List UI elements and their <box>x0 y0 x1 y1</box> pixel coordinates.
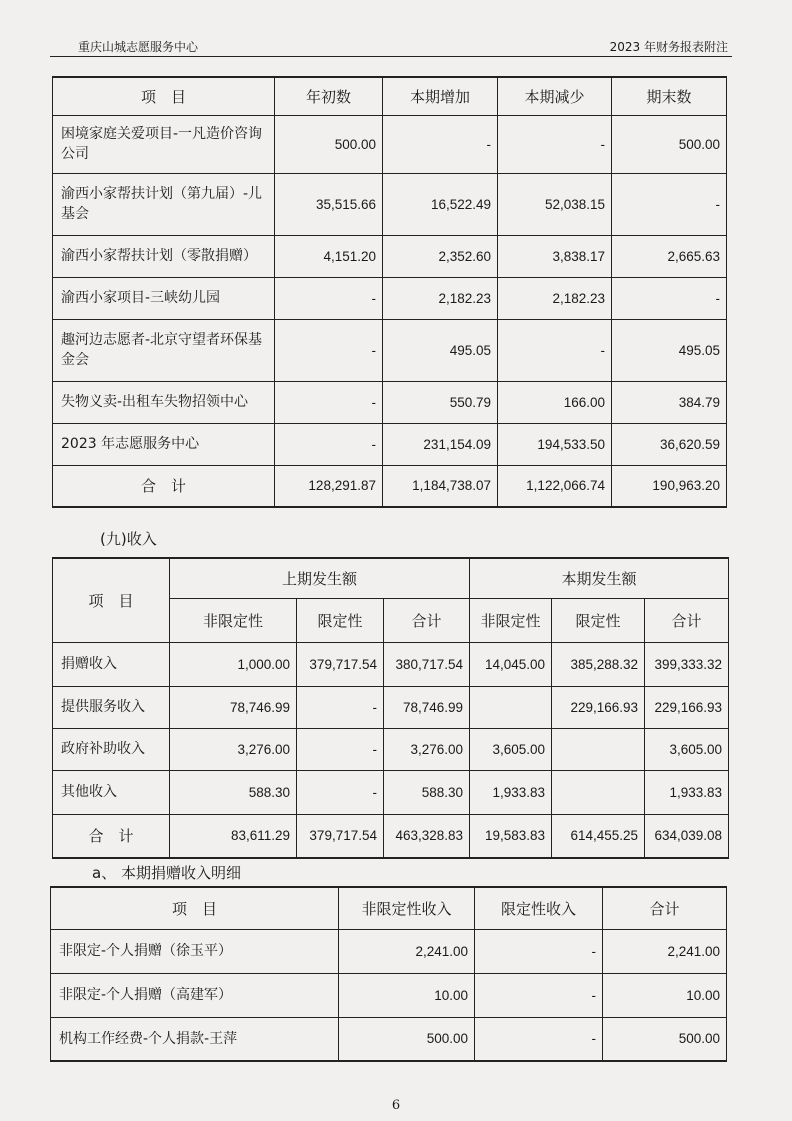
table-row <box>53 686 729 728</box>
cell-value: 78,746.99 <box>384 686 470 728</box>
row-label: 机构工作经费-个人捐款-王萍 <box>51 1017 339 1061</box>
col-header-total: 合计 <box>645 598 729 642</box>
cell-value <box>552 728 645 770</box>
cell-value: 550.79 <box>383 381 498 423</box>
income-table <box>52 557 729 859</box>
cell-value: - <box>612 173 727 235</box>
col-header-item: 项 目 <box>53 558 170 642</box>
page-number: 6 <box>391 1098 401 1113</box>
cell-value: 231,154.09 <box>383 423 498 465</box>
col-header-restricted-income: 限定性收入 <box>475 887 603 929</box>
cell-value: - <box>275 423 383 465</box>
col-header-total: 合计 <box>384 598 470 642</box>
cell-value: - <box>297 728 384 770</box>
cell-value: 385,288.32 <box>552 642 645 686</box>
cell-value: 399,333.32 <box>645 642 729 686</box>
row-label: 其他收入 <box>53 770 170 814</box>
cell-value: 2,182.23 <box>498 277 612 319</box>
cell-value: 2,352.60 <box>383 235 498 277</box>
cell-value: 52,038.15 <box>498 173 612 235</box>
row-label: 非限定-个人捐赠（高建军） <box>51 973 339 1017</box>
total-label: 合 计 <box>53 814 170 858</box>
total-row <box>53 465 727 507</box>
row-label: 提供服务收入 <box>53 686 170 728</box>
cell-value: 588.30 <box>384 770 470 814</box>
cell-value: 2,182.23 <box>383 277 498 319</box>
cell-value: 16,522.49 <box>383 173 498 235</box>
table-row <box>53 115 727 173</box>
total-value: 379,717.54 <box>297 814 384 858</box>
row-label: 政府补助收入 <box>53 728 170 770</box>
header-organization: 重庆山城志愿服务中心 <box>78 40 199 54</box>
col-header-unrestricted: 非限定性 <box>470 598 552 642</box>
total-value: 463,328.83 <box>384 814 470 858</box>
table-row <box>53 423 727 465</box>
cell-value <box>470 686 552 728</box>
table-row <box>53 381 727 423</box>
total-value: 1,184,738.07 <box>383 465 498 507</box>
col-header-restricted: 限定性 <box>552 598 645 642</box>
table-row <box>51 929 727 973</box>
donation-detail-table <box>50 886 727 1062</box>
total-row <box>53 814 729 858</box>
cell-value: 495.05 <box>383 319 498 381</box>
cell-value: - <box>297 770 384 814</box>
cell-value: - <box>498 319 612 381</box>
cell-value: - <box>475 929 603 973</box>
cell-value: 78,746.99 <box>170 686 297 728</box>
cell-value: 2,665.63 <box>612 235 727 277</box>
col-header-decrease: 本期减少 <box>498 77 612 115</box>
cell-value: 35,515.66 <box>275 173 383 235</box>
cell-value: 1,933.83 <box>470 770 552 814</box>
row-label: 捐赠收入 <box>53 642 170 686</box>
cell-value: 166.00 <box>498 381 612 423</box>
cell-value: 3,605.00 <box>645 728 729 770</box>
row-label: 渝西小家帮扶计划（零散捐赠） <box>53 235 275 277</box>
cell-value: 379,717.54 <box>297 642 384 686</box>
cell-value: 229,166.93 <box>552 686 645 728</box>
col-header-unrestricted-income: 非限定性收入 <box>339 887 475 929</box>
table-row <box>53 770 729 814</box>
total-value: 614,455.25 <box>552 814 645 858</box>
cell-value: - <box>612 277 727 319</box>
group-header-current-period: 本期发生额 <box>470 558 729 598</box>
cell-value: 10.00 <box>339 973 475 1017</box>
col-header-item: 项 目 <box>53 77 275 115</box>
section-title-donation-detail: a、 本期捐赠收入明细 <box>92 864 241 882</box>
cell-value: 194,533.50 <box>498 423 612 465</box>
cell-value: - <box>475 973 603 1017</box>
col-header-item: 项 目 <box>51 887 339 929</box>
section-title-income: (九)收入 <box>100 530 157 548</box>
cell-value: - <box>475 1017 603 1061</box>
total-value: 83,611.29 <box>170 814 297 858</box>
cell-value: 588.30 <box>170 770 297 814</box>
cell-value: - <box>275 319 383 381</box>
header-rule <box>50 56 732 57</box>
cell-value: 10.00 <box>603 973 727 1017</box>
total-label: 合 计 <box>53 465 275 507</box>
row-label: 趣河边志愿者-北京守望者环保基金会 <box>53 319 275 381</box>
table-row <box>53 277 727 319</box>
col-header-total: 合计 <box>603 887 727 929</box>
cell-value: 495.05 <box>612 319 727 381</box>
col-header-opening: 年初数 <box>275 77 383 115</box>
table-row <box>53 319 727 381</box>
cell-value: 3,605.00 <box>470 728 552 770</box>
cell-value: 3,276.00 <box>170 728 297 770</box>
cell-value: 14,045.00 <box>470 642 552 686</box>
row-label: 渝西小家帮扶计划（第九届）-儿基会 <box>53 173 275 235</box>
cell-value: 36,620.59 <box>612 423 727 465</box>
row-label: 非限定-个人捐赠（徐玉平） <box>51 929 339 973</box>
cell-value: 384.79 <box>612 381 727 423</box>
table-row <box>53 235 727 277</box>
header-report-title: 2023 年财务报表附注 <box>609 40 728 54</box>
row-label: 困境家庭关爱项目-一凡造价咨询公司 <box>53 115 275 173</box>
cell-value: 380,717.54 <box>384 642 470 686</box>
restricted-funds-table <box>52 76 727 508</box>
total-value: 19,583.83 <box>470 814 552 858</box>
cell-value: 229,166.93 <box>645 686 729 728</box>
total-value: 190,963.20 <box>612 465 727 507</box>
cell-value: 1,000.00 <box>170 642 297 686</box>
table-row <box>53 642 729 686</box>
cell-value: - <box>275 381 383 423</box>
cell-value: 3,276.00 <box>384 728 470 770</box>
row-label: 2023 年志愿服务中心 <box>53 423 275 465</box>
cell-value: 500.00 <box>603 1017 727 1061</box>
col-header-closing: 期末数 <box>612 77 727 115</box>
table-row <box>53 728 729 770</box>
cell-value: 4,151.20 <box>275 235 383 277</box>
table-row <box>51 1017 727 1061</box>
row-label: 失物义卖-出租车失物招领中心 <box>53 381 275 423</box>
table-row <box>51 973 727 1017</box>
col-header-restricted: 限定性 <box>297 598 384 642</box>
cell-value: 1,933.83 <box>645 770 729 814</box>
cell-value: 500.00 <box>275 115 383 173</box>
cell-value: 500.00 <box>612 115 727 173</box>
col-header-increase: 本期增加 <box>383 77 498 115</box>
group-header-previous-period: 上期发生额 <box>170 558 470 598</box>
cell-value: - <box>275 277 383 319</box>
col-header-unrestricted: 非限定性 <box>170 598 297 642</box>
cell-value: 500.00 <box>339 1017 475 1061</box>
total-value: 128,291.87 <box>275 465 383 507</box>
cell-value: - <box>498 115 612 173</box>
row-label: 渝西小家项目-三峡幼儿园 <box>53 277 275 319</box>
cell-value: - <box>297 686 384 728</box>
cell-value <box>552 770 645 814</box>
total-value: 1,122,066.74 <box>498 465 612 507</box>
cell-value: 2,241.00 <box>339 929 475 973</box>
cell-value: - <box>383 115 498 173</box>
table-row <box>53 173 727 235</box>
cell-value: 2,241.00 <box>603 929 727 973</box>
cell-value: 3,838.17 <box>498 235 612 277</box>
total-value: 634,039.08 <box>645 814 729 858</box>
